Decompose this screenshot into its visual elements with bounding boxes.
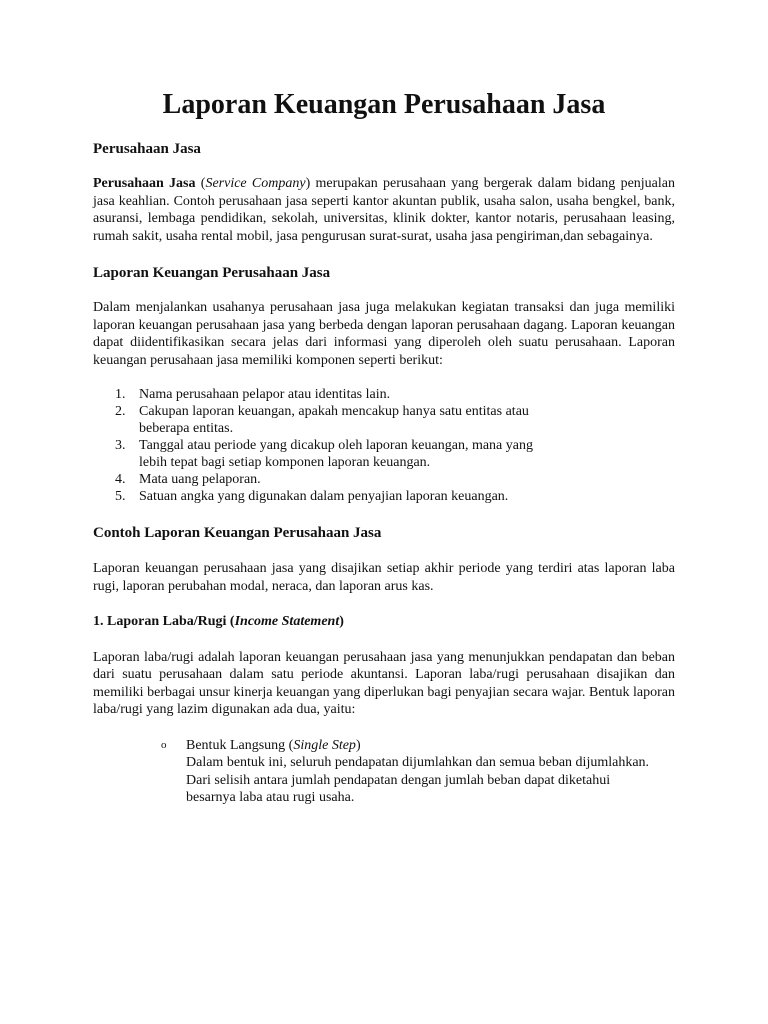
paren-open: ( xyxy=(195,176,206,191)
document-page xyxy=(93,88,675,807)
list-text: Cakupan laporan keuangan, apakah mencakup hanya satu entitas atau beberapa entitas. xyxy=(139,404,529,436)
list-number: 1. xyxy=(115,387,126,402)
list-text: Nama perusahaan pelapor atau identitas lain. xyxy=(139,387,391,402)
section-paragraph-laporan-keuangan: Dalam menjalankan usahanya perusahaan jasa juga melakukan kegiatan transaksi dan juga memiliki laporan keuangan perusahaan jasa yang berbeda dengan laporan perusahaan dagang. Laporan keuangan dapat diidentifikasikan secara jelas dari informasi yang diperoleh oleh suatu perusahaan. Laporan keuangan perusahaan jasa memiliki komponen seperti berikut: xyxy=(93,300,675,368)
sub-heading-italic: Income Statement xyxy=(234,614,340,629)
list-item xyxy=(93,386,675,403)
bullet-item xyxy=(93,737,675,807)
document-title: Laporan Keuangan Perusahaan Jasa xyxy=(162,89,606,120)
bullet-title-close: ) xyxy=(355,737,361,753)
italic-term: Service Company xyxy=(205,176,306,191)
list-item xyxy=(93,403,675,437)
list-number: 4. xyxy=(115,472,126,487)
list-item xyxy=(93,488,675,505)
list-number: 3. xyxy=(115,438,126,453)
bold-term: Perusahaan Jasa xyxy=(93,176,196,191)
list-item xyxy=(93,471,675,488)
list-number: 2. xyxy=(115,404,126,419)
section-paragraph-perusahaan-jasa xyxy=(93,175,675,245)
sub-heading-laba-rugi xyxy=(93,613,675,631)
bullet-circle-icon: o xyxy=(161,738,167,751)
list-text: Mata uang pelaporan. xyxy=(139,472,261,487)
sub-heading-close: ) xyxy=(339,614,344,629)
list-number: 5. xyxy=(115,489,126,504)
section-heading-laporan-keuangan: Laporan Keuangan Perusahaan Jasa xyxy=(93,265,331,281)
bullet-text: Dalam bentuk ini, seluruh pendapatan dijumlahkan dan semua beban dijumlahkan. Dari selisih antara jumlah pendapatan dengan jumlah beban dapat diketahui besarnya laba atau rugi usaha. xyxy=(186,755,650,805)
component-list xyxy=(93,386,675,505)
bullet-title-main: Bentuk Langsung ( xyxy=(186,737,294,753)
section-heading-perusahaan-jasa: Perusahaan Jasa xyxy=(93,141,201,157)
section-heading-contoh-laporan: Contoh Laporan Keuangan Perusahaan Jasa xyxy=(93,525,382,541)
bullet-title-italic: Single Step xyxy=(293,737,356,753)
section-paragraph-contoh-laporan: Laporan keuangan perusahaan jasa yang disajikan setiap akhir periode yang terdiri atas laporan laba rugi, laporan perubahan modal, neraca, dan laporan arus kas. xyxy=(93,561,675,594)
bullet-title xyxy=(186,737,656,755)
bullet-body xyxy=(186,737,656,807)
list-text: Satuan angka yang digunakan dalam penyajian laporan keuangan. xyxy=(139,489,509,504)
sub-heading-main: 1. Laporan Laba/Rugi ( xyxy=(93,614,235,629)
list-text: Tanggal atau periode yang dicakup oleh laporan keuangan, mana yang lebih tepat bagi setiap komponen laporan keuangan. xyxy=(139,438,533,470)
paragraph-text: ) merupakan perusahaan yang bergerak dalam bidang penjualan jasa keahlian. Contoh perusahaan jasa seperti kantor akuntan publik, usaha salon, usaha bengkel, bank, asuransi, lembaga pendidikan, sekolah, universitas, klinik dokter, kantor notaris, perusahaan leasing, rumah sakit, usaha rental mobil, jasa pengurusan surat-surat, usaha jasa pengiriman,dan sebagainya. xyxy=(93,176,675,244)
list-item xyxy=(93,437,675,471)
sub-paragraph-laba-rugi: Laporan laba/rugi adalah laporan keuangan perusahaan jasa yang menunjukkan pendapatan dan beban dari suatu perusahaan dalam satu periode akuntansi. Laporan laba/rugi perusahaan disajikan dan memiliki berbagai unsur kinerja keuangan yang diperlukan bagi penyajian secara wajar. Bentuk laporan laba/rugi yang lazim digunakan ada dua, yaitu: xyxy=(93,649,675,717)
